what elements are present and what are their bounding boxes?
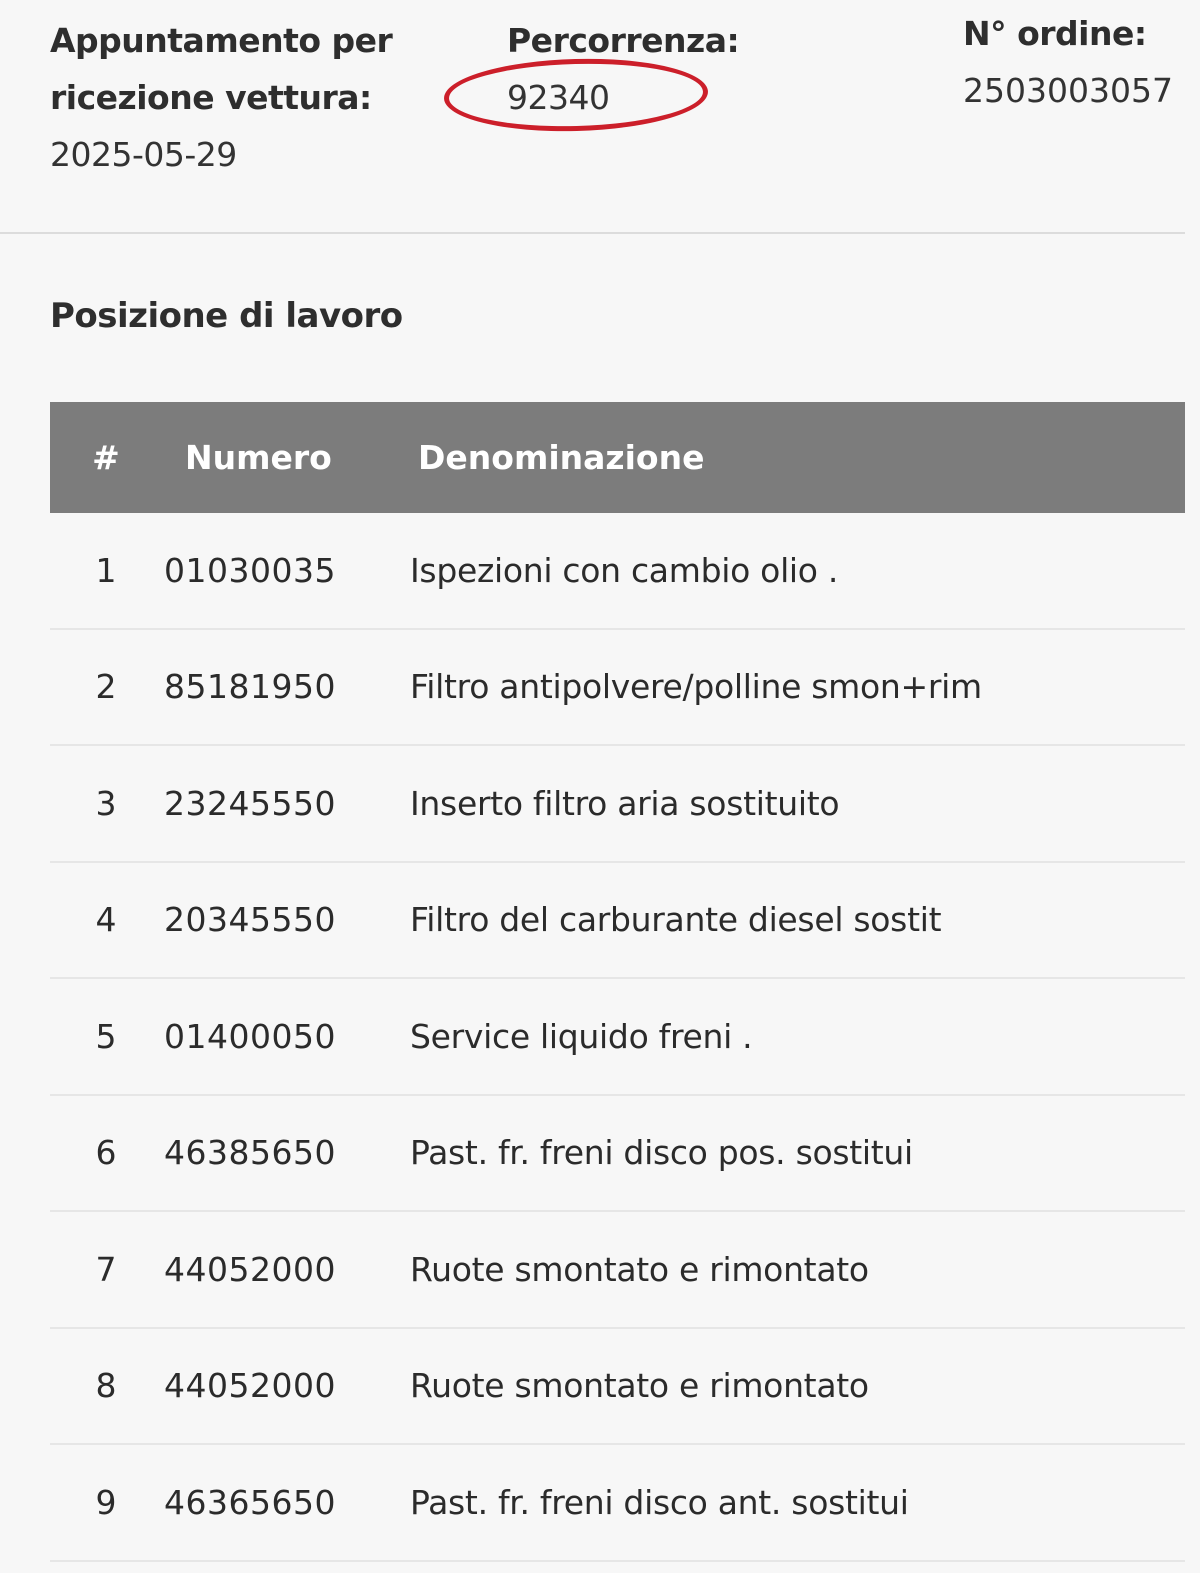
row-description: Ruote smontato e rimontato [410,1366,869,1406]
row-number: 01400050 [164,1016,336,1056]
row-description: Past. fr. freni disco ant. sostitui [410,1482,909,1522]
row-number: 46365650 [164,1482,336,1522]
column-header-number: Numero [185,438,332,477]
appointment-label: Appuntamento per ricezione vettura: [50,21,393,117]
table-row [50,1445,1185,1562]
row-description: Ruote smontato e rimontato [410,1249,869,1289]
appointment-value: 2025-05-29 [50,135,237,174]
table-row [50,630,1185,747]
mileage-label: Percorrenza: [507,21,740,60]
row-description: Filtro del carburante diesel sostit [410,900,942,940]
table-row [50,513,1185,630]
row-number: 44052000 [164,1249,336,1289]
row-description: Past. fr. freni disco pos. sostitui [410,1133,913,1173]
row-index: 9 [95,1482,117,1522]
row-description: Filtro antipolvere/polline smon+rim [410,667,982,707]
section-title: Posizione di lavoro [50,296,403,336]
order-field [963,5,1173,119]
mileage-value: 92340 [507,78,610,117]
row-number: 20345550 [164,900,336,940]
table-row [50,979,1185,1096]
table-row [50,746,1185,863]
order-label: N° ordine: [963,14,1147,53]
section-divider [0,232,1185,234]
appointment-field [50,12,410,183]
row-index: 2 [95,667,117,707]
row-number: 85181950 [164,667,336,707]
column-header-index: # [92,438,120,477]
row-description: Inserto filtro aria sostituito [410,783,840,823]
row-index: 5 [95,1016,117,1056]
table-row [50,1212,1185,1329]
work-positions-table [50,402,1185,1562]
row-number: 46385650 [164,1133,336,1173]
order-value: 2503003057 [963,71,1173,110]
row-index: 6 [95,1133,117,1173]
column-header-description: Denominazione [418,438,705,477]
row-number: 01030035 [164,550,336,590]
table-header [50,402,1185,513]
row-number: 23245550 [164,783,336,823]
row-index: 3 [95,783,117,823]
row-number: 44052000 [164,1366,336,1406]
row-index: 1 [95,550,117,590]
row-description: Service liquido freni . [410,1016,753,1056]
table-row [50,1329,1185,1446]
row-index: 7 [95,1249,117,1289]
row-index: 8 [95,1366,117,1406]
row-index: 4 [95,900,117,940]
row-description: Ispezioni con cambio olio . [410,550,839,590]
table-row [50,863,1185,980]
table-row [50,1096,1185,1213]
